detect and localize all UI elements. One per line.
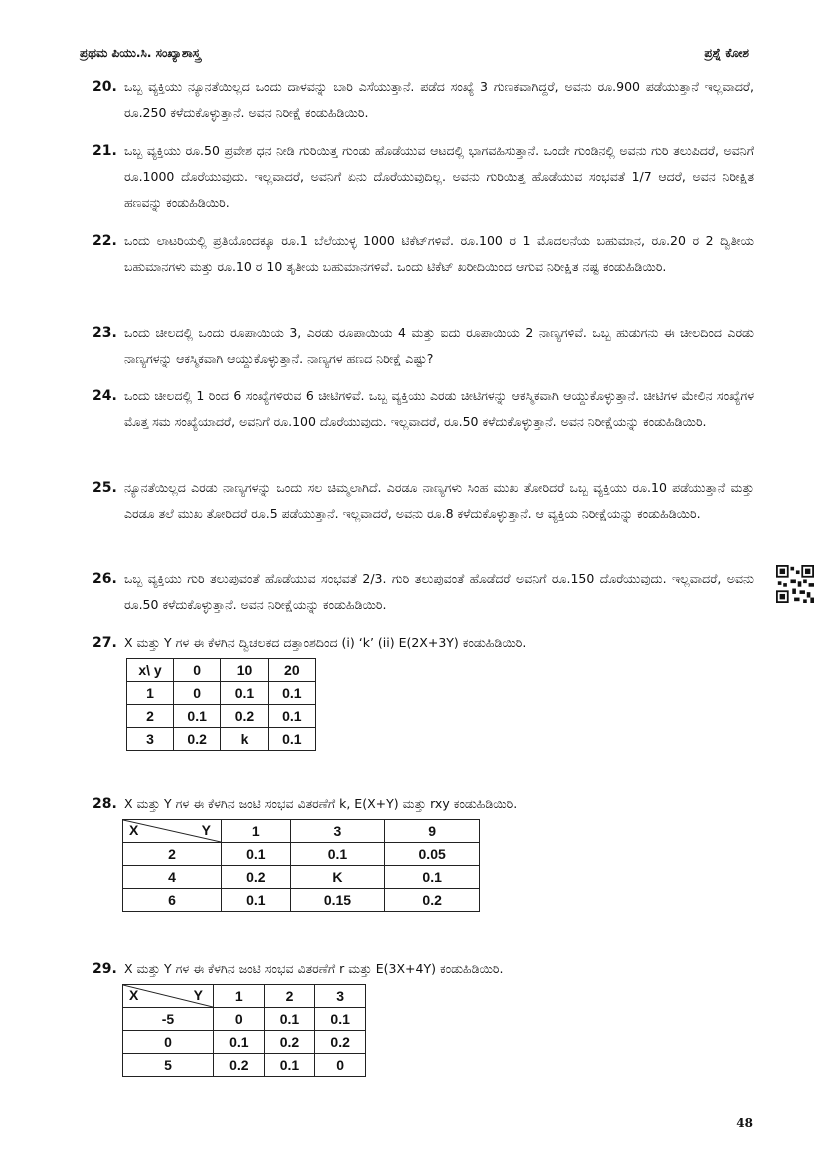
question-27 — [92, 630, 754, 656]
row-header: 5 — [123, 1054, 214, 1077]
row-header: 0 — [123, 1031, 214, 1054]
table-cell: k — [221, 728, 268, 751]
column-header: 3 — [290, 820, 385, 843]
table-cell: 0.1 — [221, 682, 268, 705]
corner-y-label: Y — [201, 822, 211, 838]
row-header: 3 — [127, 728, 174, 751]
table-cell: 0 — [174, 682, 221, 705]
table-cell: 0.2 — [315, 1031, 366, 1054]
corner-y-label: Y — [193, 987, 203, 1003]
table-row — [123, 1008, 366, 1031]
question-text: ಒಬ್ಬ ವ್ಯಕ್ತಿಯು ರೂ.50 ಪ್ರವೇಶ ಧನ ನೀಡಿ ಗುರಿಯಿತ್ತ ಗುಂಡು ಹೊಡೆಯುವ ಆಟದಲ್ಲಿ ಭಾಗವಹಿಸುತ್ತಾನೆ. ಒಂದೇ ಗುಂಡಿನಲ್ಲಿ ಅವನು ಗುರಿ ತಲುಪಿದರೆ, ಅವನಿಗೆ ರೂ.1000 ದೊರೆಯುವುದು. ಇಲ್ಲವಾದರೆ, ಅವನಿಗೆ ಏನು ದೊರೆಯುವುದಿಲ್ಲ. ಅವನು ಗುರಿಯಿತ್ತ ಹೊಡೆಯುವ ಸಂಭವತೆ 1/7 ಆದರೆ, ಅವನ ನಿರೀಕ್ಷಿತ ಹಣವನ್ನು ಕಂಡುಹಿಡಿಯಿರಿ. — [124, 143, 754, 210]
column-header: 2 — [264, 985, 315, 1008]
question-number: 25. — [92, 480, 117, 496]
table-header-row — [127, 659, 316, 682]
table-cell: 0.2 — [222, 866, 291, 889]
question-number: 20. — [92, 79, 117, 95]
question-number: 21. — [92, 143, 117, 159]
question-text: X ಮತ್ತು Y ಗಳ ಈ ಕೆಳಗಿನ ಜಂಟಿ ಸಂಭವ ವಿತರಣೆಗೆ k, E(X+Y) ಮತ್ತು rxy ಕಂಡುಹಿಡಿಯಿರಿ. — [124, 796, 518, 811]
row-header: -5 — [123, 1008, 214, 1031]
header-title: ಪ್ರಥಮ ಪಿಯು.ಸಿ. ಸಂಖ್ಯಾಶಾಸ್ತ್ರ — [80, 46, 201, 60]
table-row — [123, 1031, 366, 1054]
question-text: ಒಂದು ಲಾಟರಿಯಲ್ಲಿ ಪ್ರತಿಯೊಂದಕ್ಕೂ ರೂ.1 ಬೆಲೆಯುಳ್ಳ 1000 ಟಿಕೆಟ್‌ಗಳಿವೆ. ರೂ.100 ರ 1 ಮೊದಲನೆಯ ಬಹುಮಾನ, ರೂ.20 ರ 2 ದ್ವಿತೀಯ ಬಹುಮಾನಗಳು ಮತ್ತು ರೂ.10 ರ 10 ತೃತೀಯ ಬಹುಮಾನಗಳಿವೆ. ಒಂದು ಟಿಕೆಟ್ ಖರೀದಿಯಿಂದ ಆಗುವ ನಿರೀಕ್ಷಿತ ನಷ್ಟ ಕಂಡುಹಿಡಿಯಿರಿ. — [124, 233, 754, 274]
corner-cell: x\ y — [127, 659, 174, 682]
question-text: ನ್ಯೂನತೆಯಿಲ್ಲದ ಎರಡು ನಾಣ್ಯಗಳನ್ನು ಒಂದು ಸಲ ಚಿಮ್ಮಲಾಗಿದೆ. ಎರಡೂ ನಾಣ್ಯಗಳು ಸಿಂಹ ಮುಖ ತೋರಿದರೆ ಒಬ್ಬ ವ್ಯಕ್ತಿಯು ರೂ.10 ಪಡೆಯುತ್ತಾನೆ ಮತ್ತು ಎರಡೂ ತಲೆ ಮುಖ ತೋರಿದರೆ ರೂ.5 ಪಡೆಯುತ್ತಾನೆ. ಇಲ್ಲವಾದರೆ, ಅವನು ರೂ.8 ಕಳೆದುಕೊಳ್ಳುತ್ತಾನೆ. ಆ ವ್ಯಕ್ತಿಯ ನಿರೀಕ್ಷೆಯನ್ನು ಕಂಡುಹಿಡಿಯಿರಿ. — [124, 480, 754, 521]
table-row — [127, 705, 316, 728]
question-text: X ಮತ್ತು Y ಗಳ ಈ ಕೆಳಗಿನ ದ್ವಿಚಲಕದ ದತ್ತಾಂಶದಿಂದ (i) ‘k’ (ii) E(2X+3Y) ಕಂಡುಹಿಡಿಯಿರಿ. — [124, 635, 527, 650]
column-header: 0 — [174, 659, 221, 682]
table-cell: 0.1 — [174, 705, 221, 728]
question-22 — [92, 228, 754, 280]
table-cell: 0.1 — [214, 1031, 265, 1054]
column-header: 1 — [214, 985, 265, 1008]
table-cell: 0.2 — [174, 728, 221, 751]
question-number: 29. — [92, 961, 117, 977]
question-number: 26. — [92, 571, 117, 587]
question-25 — [92, 475, 754, 527]
question-number: 22. — [92, 233, 117, 249]
row-header: 6 — [123, 889, 222, 912]
table-cell: 0.1 — [315, 1008, 366, 1031]
question-text: X ಮತ್ತು Y ಗಳ ಈ ಕೆಳಗಿನ ಜಂಟಿ ಸಂಭವ ವಿತರಣೆಗೆ r ಮತ್ತು E(3X+4Y) ಕಂಡುಹಿಡಿಯಿರಿ. — [124, 961, 504, 976]
row-header: 1 — [127, 682, 174, 705]
table-cell: 0.2 — [221, 705, 268, 728]
table-cell: 0.2 — [385, 889, 480, 912]
table-cell: 0.1 — [385, 866, 480, 889]
table-27 — [126, 658, 316, 751]
question-number: 24. — [92, 388, 117, 404]
column-header: 1 — [222, 820, 291, 843]
table-cell: 0.2 — [264, 1031, 315, 1054]
question-number: 23. — [92, 325, 117, 341]
row-header: 4 — [123, 866, 222, 889]
question-23 — [92, 320, 754, 372]
column-header: 20 — [268, 659, 315, 682]
table-cell: 0.1 — [264, 1054, 315, 1077]
table-cell: 0.1 — [268, 728, 315, 751]
row-header: 2 — [123, 843, 222, 866]
page-number: 48 — [736, 1116, 753, 1130]
question-number: 28. — [92, 796, 117, 812]
table-row — [127, 682, 316, 705]
column-header: 10 — [221, 659, 268, 682]
qr-code-icon[interactable] — [776, 565, 814, 603]
table-cell: 0.05 — [385, 843, 480, 866]
question-text: ಒಬ್ಬ ವ್ಯಕ್ತಿಯು ನ್ಯೂನತೆಯಿಲ್ಲದ ಒಂದು ದಾಳವನ್ನು ಬಾರಿ ಎಸೆಯುತ್ತಾನೆ. ಪಡೆದ ಸಂಖ್ಯೆ 3 ಗುಣಕವಾಗಿದ್ದರೆ, ಅವನು ರೂ.900 ಪಡೆಯುತ್ತಾನೆ ಇಲ್ಲವಾದರೆ, ರೂ.250 ಕಳೆದುಕೊಳ್ಳುತ್ತಾನೆ. ಅವನ ನಿರೀಕ್ಷೆ ಕಂಡುಹಿಡಿಯಿರಿ. — [124, 79, 754, 120]
table-cell: 0.1 — [222, 889, 291, 912]
table-row — [123, 843, 480, 866]
table-cell: 0.1 — [222, 843, 291, 866]
question-28 — [92, 791, 754, 817]
question-24 — [92, 383, 754, 435]
table-cell: 0.2 — [214, 1054, 265, 1077]
column-header: 3 — [315, 985, 366, 1008]
table-cell: 0.1 — [268, 705, 315, 728]
question-number: 27. — [92, 635, 117, 651]
question-text: ಒಂದು ಚೀಲದಲ್ಲಿ 1 ರಿಂದ 6 ಸಂಖ್ಯೆಗಳಿರುವ 6 ಚೀಟಿಗಳಿವೆ. ಒಬ್ಬ ವ್ಯಕ್ತಿಯು ಎರಡು ಚೀಟಿಗಳನ್ನು ಆಕಸ್ಮಿಕವಾಗಿ ಆಯ್ದುಕೊಳ್ಳುತ್ತಾನೆ. ಚೀಟಿಗಳ ಮೇಲಿನ ಸಂಖ್ಯೆಗಳ ಮೊತ್ತ ಸಮ ಸಂಖ್ಯೆಯಾದರೆ, ಅವನಿಗೆ ರೂ.100 ದೊರೆಯುವುದು. ಇಲ್ಲವಾದರೆ, ರೂ.50 ಕಳೆದುಕೊಳ್ಳುತ್ತಾನೆ. ಅವನ ನಿರೀಕ್ಷೆಯನ್ನು ಕಂಡುಹಿಡಿಯಿರಿ. — [124, 388, 754, 429]
row-header: 2 — [127, 705, 174, 728]
corner-cell — [123, 820, 222, 843]
table-row — [127, 728, 316, 751]
question-29 — [92, 956, 754, 982]
table-cell: K — [290, 866, 385, 889]
table-cell: 0.1 — [290, 843, 385, 866]
table-header-row — [123, 820, 480, 843]
question-text: ಒಂದು ಚೀಲದಲ್ಲಿ ಒಂದು ರೂಪಾಯಿಯ 3, ಎರಡು ರೂಪಾಯಿಯ 4 ಮತ್ತು ಐದು ರೂಪಾಯಿಯ 2 ನಾಣ್ಯಗಳಿವೆ. ಒಬ್ಬ ಹುಡುಗನು ಈ ಚೀಲದಿಂದ ಎರಡು ನಾಣ್ಯಗಳನ್ನು ಆಕಸ್ಮಿಕವಾಗಿ ಆಯ್ದುಕೊಳ್ಳುತ್ತಾನೆ. ನಾಣ್ಯಗಳ ಹಣದ ನಿರೀಕ್ಷೆ ಎಷ್ಟು? — [124, 325, 754, 366]
question-text: ಒಬ್ಬ ವ್ಯಕ್ತಿಯು ಗುರಿ ತಲುಪುವಂತೆ ಹೊಡೆಯುವ ಸಂಭವತೆ 2/3. ಗುರಿ ತಲುಪುವಂತೆ ಹೊಡೆದರೆ ಅವನಿಗೆ ರೂ.150 ದೊರೆಯುವುದು. ಇಲ್ಲವಾದರೆ, ಅವನು ರೂ.50 ಕಳೆದುಕೊಳ್ಳುತ್ತಾನೆ. ಅವನ ನಿರೀಕ್ಷೆಯನ್ನು ಕಂಡುಹಿಡಿಯಿರಿ. — [124, 571, 754, 612]
table-row — [123, 1054, 366, 1077]
column-header: 9 — [385, 820, 480, 843]
question-20 — [92, 74, 754, 126]
question-26 — [92, 566, 754, 618]
table-29 — [122, 984, 366, 1077]
corner-x-label: X — [129, 822, 139, 838]
header-section: ಪ್ರಶ್ನೆ ಕೋಶ — [704, 46, 749, 60]
question-21 — [92, 138, 754, 216]
table-cell: 0.1 — [268, 682, 315, 705]
corner-cell — [123, 985, 214, 1008]
table-cell: 0 — [214, 1008, 265, 1031]
table-cell: 0.1 — [264, 1008, 315, 1031]
table-header-row — [123, 985, 366, 1008]
table-28 — [122, 819, 480, 912]
corner-x-label: X — [129, 987, 139, 1003]
table-row — [123, 889, 480, 912]
table-row — [123, 866, 480, 889]
table-cell: 0.15 — [290, 889, 385, 912]
table-cell: 0 — [315, 1054, 366, 1077]
